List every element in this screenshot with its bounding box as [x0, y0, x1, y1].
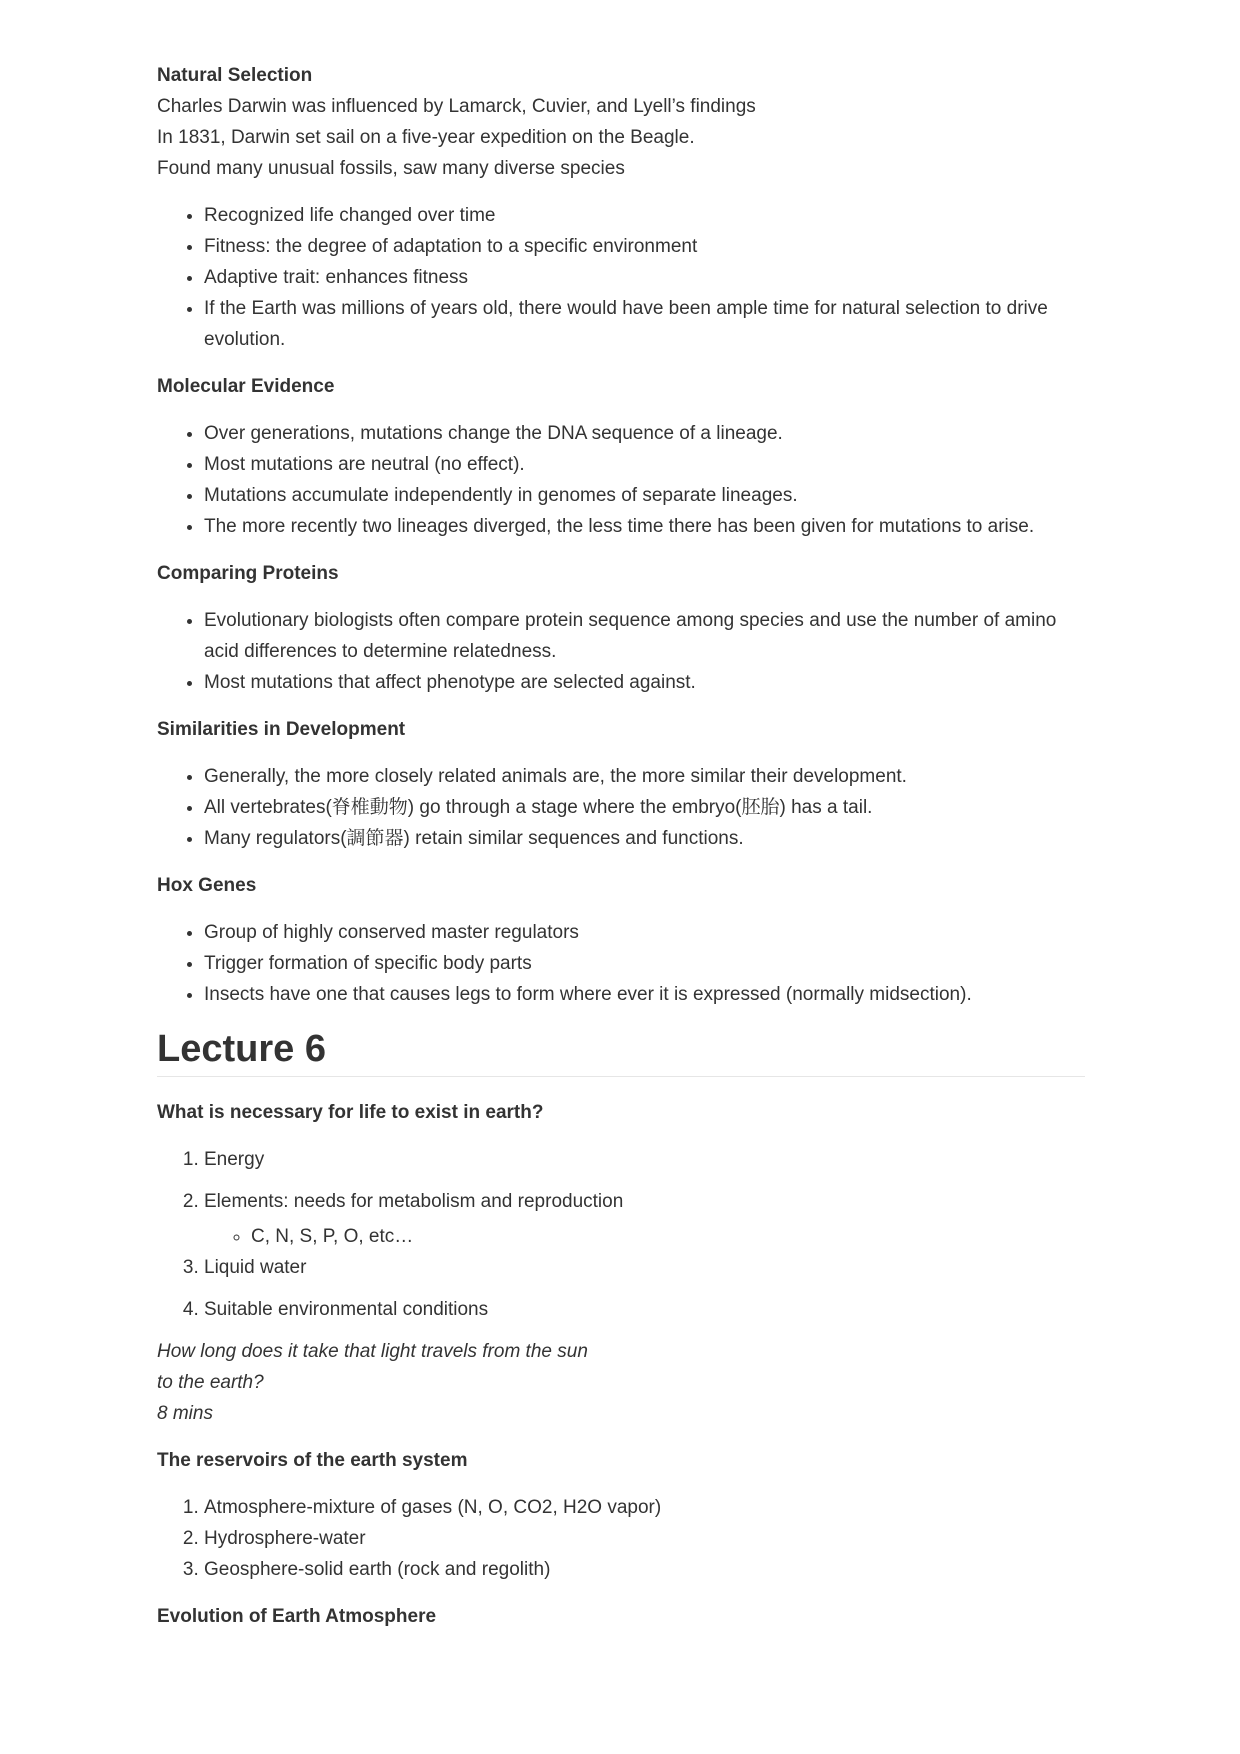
list-item: • Most mutations that affect phenotype are selected against.: [204, 667, 1085, 698]
list-item: • Recognized life changed over time: [204, 200, 1085, 231]
list-item: 3. Geosphere-solid earth (rock and regolith): [204, 1554, 1085, 1585]
heading: Natural Selection: [157, 65, 313, 86]
list-item: • Generally, the more closely related animals are, the more similar their development.: [204, 761, 1085, 792]
heading: Molecular Evidence: [157, 376, 335, 397]
list-item: • Fitness: the degree of adaptation to a specific environment: [204, 231, 1085, 262]
list-item: • Over generations, mutations change the DNA sequence of a lineage.: [204, 418, 1085, 449]
heading: What is necessary for life to exist in earth?: [157, 1102, 544, 1123]
bullet-list: [157, 200, 1085, 355]
bullet-list: [157, 418, 1085, 542]
document: [157, 60, 1085, 1648]
list-item: • Most mutations are neutral (no effect).: [204, 449, 1085, 480]
list-item: 2. Hydrosphere-water: [204, 1523, 1085, 1554]
question-note: How long does it take that light travels from the sun to the earth? 8 mins: [157, 1341, 588, 1424]
bullet-list: [157, 605, 1085, 698]
heading: Hox Genes: [157, 875, 257, 896]
list-item: • All vertebrates(脊椎動物) go through a stage where the embryo(胚胎) has a tail.: [204, 792, 1085, 823]
heading: Evolution of Earth Atmosphere: [157, 1606, 437, 1627]
list-item: 4. Suitable environmental conditions: [204, 1294, 1085, 1325]
list-item: • Adaptive trait: enhances fitness: [204, 262, 1085, 293]
list-item: • If the Earth was millions of years old, there would have been ample time for natural selection to drive evolution.: [204, 293, 1085, 355]
list-item: • Insects have one that causes legs to form where ever it is expressed (normally midsection).: [204, 979, 1085, 1010]
lecture-title: Lecture 6: [157, 1026, 1085, 1077]
list-item: • Mutations accumulate independently in genomes of separate lineages.: [204, 480, 1085, 511]
numbered-list: [157, 1144, 1085, 1325]
text-line: Charles Darwin was influenced by Lamarck, Cuvier, and Lyell’s findings: [157, 96, 756, 117]
heading: Comparing Proteins: [157, 563, 339, 584]
list-item: • Evolutionary biologists often compare protein sequence among species and use the number of amino acid differences to determine relatedness.: [204, 605, 1085, 667]
list-item: 3. Liquid water: [204, 1252, 1085, 1283]
bullet-list: [157, 917, 1085, 1010]
numbered-list: [157, 1492, 1085, 1585]
list-item: • The more recently two lineages diverged, the less time there has been given for mutations to arise.: [204, 511, 1085, 542]
list-item: 1. Energy: [204, 1144, 1085, 1175]
list-item: 2. Elements: needs for metabolism and reproduction ◦ C, N, S, P, O, etc…: [204, 1186, 1085, 1252]
text-line: In 1831, Darwin set sail on a five-year expedition on the Beagle.: [157, 127, 695, 148]
list-item: • Many regulators(調節器) retain similar sequences and functions.: [204, 823, 1085, 854]
text-line: Found many unusual fossils, saw many diverse species: [157, 158, 625, 179]
sub-list: [204, 1221, 1085, 1252]
section-natural-selection: [157, 60, 1085, 184]
list-item: • Trigger formation of specific body parts: [204, 948, 1085, 979]
heading: The reservoirs of the earth system: [157, 1450, 468, 1471]
bullet-list: [157, 761, 1085, 854]
list-item: 1. Atmosphere-mixture of gases (N, O, CO2, H2O vapor): [204, 1492, 1085, 1523]
list-item: ◦ C, N, S, P, O, etc…: [251, 1221, 1085, 1252]
heading: Similarities in Development: [157, 719, 406, 740]
list-item: • Group of highly conserved master regulators: [204, 917, 1085, 948]
